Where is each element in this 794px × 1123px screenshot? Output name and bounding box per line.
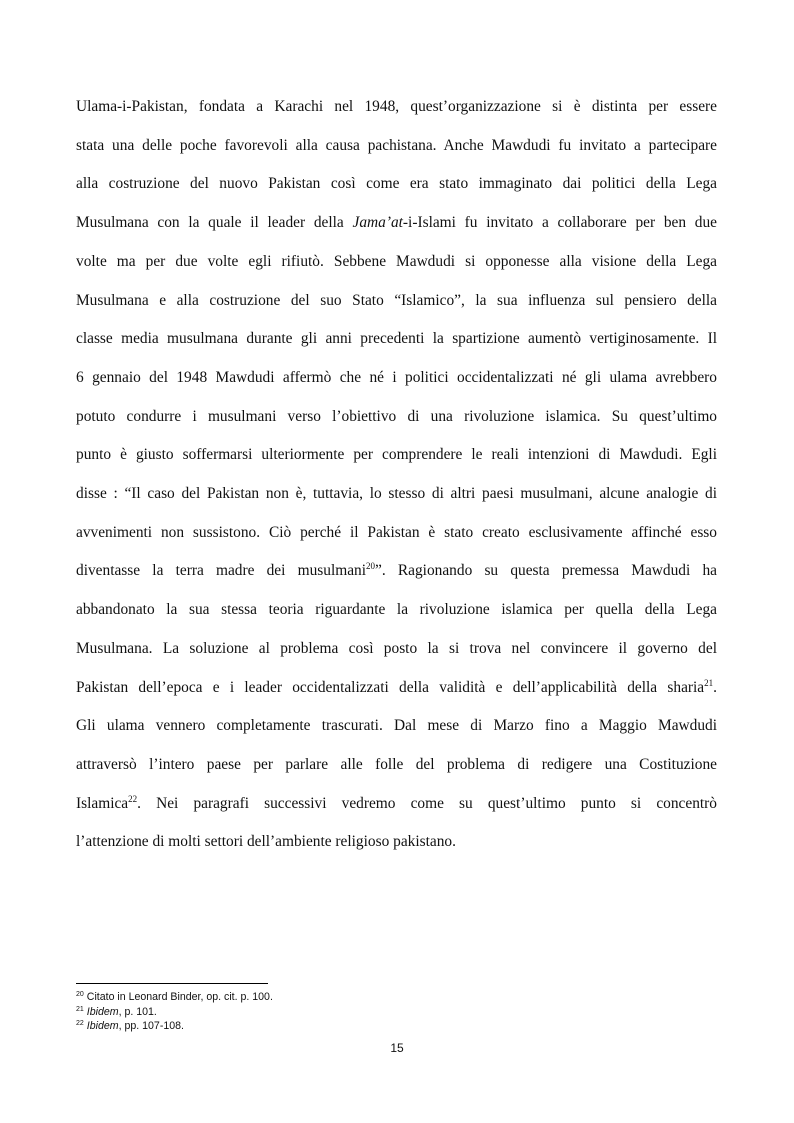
text-line: punto è giusto soffermarsi ulteriormente per comprendere le reali intenzioni di Mawdudi. Egli [76,446,717,464]
footnotes [76,990,576,1034]
footnote-separator [76,983,268,984]
text-line: classe media musulmana durante gli anni precedenti la spartizione aumentò vertiginosamente. Il [76,330,717,348]
text-line: 6 gennaio del 1948 Mawdudi affermò che né i politici occidentalizzati né gli ulama avrebbero [76,368,717,386]
text-line: attraversò l’intero paese per parlare alle folle del problema di redigere una Costituzione [76,755,717,773]
text-line: stata una delle poche favorevoli alla causa pachistana. Anche Mawdudi fu invitato a partecipare [76,136,717,154]
body-paragraph [76,88,717,862]
text-line: Gli ulama vennero completamente trascurati. Dal mese di Marzo fino a Maggio Mawdudi [76,717,717,735]
text-line: Islamica$^{22}$. Nei paragrafi successivi vedremo come su quest’ultimo punto si concentrò [76,793,717,812]
footnote-number: 22 [76,1020,84,1028]
text-line: l’attenzione di molti settori dell’ambiente religioso pakistano. [76,833,456,851]
text-line: potuto condurre i musulmani verso l’obiettivo di una rivoluzione islamica. Su quest’ultimo [76,407,717,425]
text-line: abbandonato la sua stessa teoria riguardante la rivoluzione islamica per quella della Lega [76,601,717,619]
footnote-22: $^{22}$ Ibidem, pp. 107-108. [76,1020,184,1033]
footnote-number: 20 [76,991,84,998]
footnote-number: 21 [76,1005,84,1013]
footnote-20: $^{20}$ Citato in Leonard Binder, op. cit. p. 100. [76,991,273,1003]
text-line: Musulmana e alla costruzione del suo Stato “Islamico”, la sua influenza sul pensiero della [76,291,717,309]
footnote-ref: 21 [704,677,714,688]
footnote-21: $^{21}$ Ibidem, p. 101. [76,1005,157,1018]
text-line: Musulmana. La soluzione al problema così posto la si trova nel convincere il governo del [76,639,717,657]
text-line: disse : “Il caso del Pakistan non è, tuttavia, lo stesso di altri paesi musulmani, alcune analogie di [76,485,717,503]
text-line: alla costruzione del nuovo Pakistan così come era stato immaginato dai politici della Lega [76,175,717,193]
text-line: Musulmana con la quale il leader della Jama’at-i-Islami fu invitato a collaborare per ben due [76,214,717,232]
footnote-ref: 20 [366,561,376,572]
italic-term: Jama’at [352,214,403,232]
text-line: volte ma per due volte egli rifiutò. Sebbene Mawdudi si opponesse alla visione della Lega [76,252,717,270]
page-number: 15 [390,1041,404,1055]
text-line: Pakistan dell’epoca e i leader occidentalizzati della validità e dell’applicabilità della sharia$^{21}$. [76,677,717,696]
footnote-italic: Ibidem [86,1005,119,1018]
text-line: avvenimenti non sussistono. Ciò perché il Pakistan è stato creato esclusivamente affinché esso [76,523,717,541]
footnote-ref: 22 [128,793,138,804]
footnote-italic: Ibidem [86,1020,119,1033]
text-line: Ulama-i-Pakistan, fondata a Karachi nel 1948, quest’organizzazione si è distinta per essere [76,98,717,115]
text-line: diventasse la terra madre dei musulmani$^{20}$”. Ragionando su questa premessa Mawdudi ha [76,561,717,580]
